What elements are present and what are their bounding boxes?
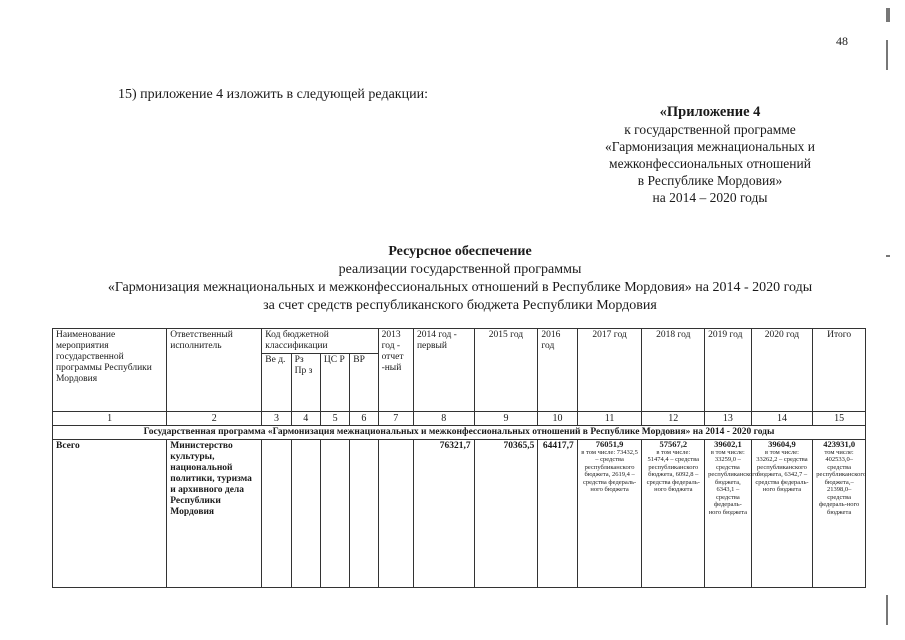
cell-ved	[262, 440, 291, 588]
title-line: реализации государственной программы	[338, 262, 582, 277]
page-number: 48	[836, 34, 848, 48]
cell-2019	[705, 439, 758, 588]
document-title	[40, 243, 880, 315]
scan-artifact	[886, 255, 890, 257]
cell-2020	[751, 440, 813, 588]
cell-2014: 76321,7	[413, 440, 474, 588]
column-number: 4	[291, 412, 320, 426]
column-number: 5	[320, 412, 349, 426]
column-number: 2	[167, 412, 262, 426]
header-name: Наименование мероприятия государственной программы Республики Мордовия	[53, 329, 167, 412]
value-total: 423931,0	[823, 439, 856, 449]
title-line: «Гармонизация межнациональных и межконфессиональных отношений в Республике Мордовия» на 2014 - 2020 годы	[107, 280, 813, 295]
header-row	[53, 329, 866, 354]
column-number: 13	[705, 412, 752, 426]
cell-csr	[320, 440, 349, 588]
value-2019: 39602,1	[714, 439, 742, 449]
column-number: 15	[813, 412, 866, 426]
appendix-line: «Гармонизация межнациональных и	[604, 139, 815, 154]
header-2019: 2019 год	[705, 329, 752, 412]
detail-2018: в том числе: 51474,4 – средства республиканского бюджета, 6092,8 – средства федераль-ного бюджета	[646, 448, 700, 493]
header-budget-code: Код бюджетной классификации	[262, 329, 378, 354]
header-2015: 2015 год	[474, 329, 538, 412]
header-rzpr: Рз Пр з	[291, 354, 320, 412]
cell-vr	[350, 440, 378, 588]
title-line: за счет средств республиканского бюджета Республики Мордовия	[263, 298, 657, 313]
header-2018: 2018 год	[642, 329, 705, 412]
column-number-row	[53, 412, 866, 426]
cell-2015: 70365,5	[474, 440, 538, 588]
header-2020: 2020 год	[751, 329, 813, 412]
resource-table	[52, 328, 866, 588]
scan-artifact	[886, 8, 890, 22]
header-ved: Ве д.	[262, 354, 291, 412]
column-number: 10	[538, 412, 577, 426]
header-2014: 2014 год - первый	[413, 329, 474, 412]
column-number: 11	[577, 412, 642, 426]
row-name: Всего	[53, 440, 167, 588]
value-2018: 57567,2	[659, 439, 688, 449]
column-number: 7	[378, 412, 413, 426]
column-number: 14	[751, 412, 813, 426]
program-title: Государственная программа «Гармонизация межнациональных и межконфессиональных отношений в Республике Мордовия» на 2014 - 2020 годы	[53, 426, 866, 440]
appendix-line: на 2014 – 2020 годы	[652, 190, 768, 205]
header-vr: ВР	[350, 354, 378, 412]
appendix-line: в Республике Мордовия»	[637, 173, 783, 188]
header-2013: 2013 год - отчет -ный	[378, 329, 413, 412]
cell-2013	[378, 440, 413, 588]
table-row	[53, 440, 866, 588]
header-csr: ЦС Р	[320, 354, 349, 412]
appendix-block	[560, 104, 860, 206]
header-2017: 2017 год	[577, 329, 642, 412]
column-number: 9	[474, 412, 538, 426]
detail-total: том числе: 402533,0– средства республиканского бюджета,– 21398,0– средства федераль-ного бюджета	[816, 448, 867, 516]
column-number: 3	[262, 412, 291, 426]
column-number: 6	[350, 412, 378, 426]
cell-total	[813, 440, 866, 588]
value-2020: 39604,9	[768, 439, 796, 449]
column-number: 12	[642, 412, 705, 426]
appendix-line: межконфессиональных отношений	[609, 156, 811, 171]
detail-2017: в том числе: 73432,5 – средства республиканского бюджета, 2619,4 – средства федераль-ного бюджета	[581, 448, 638, 493]
value-2017: 76051,9	[595, 439, 624, 449]
column-number: 1	[53, 412, 167, 426]
detail-2020: в том числе: 33262,2 – средства республиканского бюджета, 6342,7 – средства федераль-ного бюджета	[755, 448, 809, 493]
program-row	[53, 426, 866, 440]
intro-line: 15) приложение 4 изложить в следующей редакции:	[118, 87, 428, 102]
row-executor: Министерство культуры, национальной политики, туризма и архивного дела Республики Мордовия	[167, 440, 262, 588]
appendix-line: к государственной программе	[624, 122, 796, 137]
cell-2016: 64417,7	[538, 440, 577, 588]
column-number: 8	[413, 412, 474, 426]
header-total: Итого	[813, 329, 866, 412]
appendix-heading: «Приложение 4	[659, 104, 761, 120]
cell-2018	[642, 440, 705, 588]
header-executor: Ответственный исполнитель	[167, 329, 262, 412]
scan-artifact	[886, 40, 888, 70]
header-2016: 2016 год	[538, 329, 577, 412]
cell-rzpr	[291, 440, 320, 588]
cell-2017	[577, 440, 642, 588]
title-heading: Ресурсное обеспечение	[388, 244, 532, 259]
scan-artifact	[886, 595, 888, 625]
detail-2019: в том числе: 33259,0 – средства республиканского бюджета, 6343,1 – средства федераль-ного бюджета	[708, 448, 758, 516]
